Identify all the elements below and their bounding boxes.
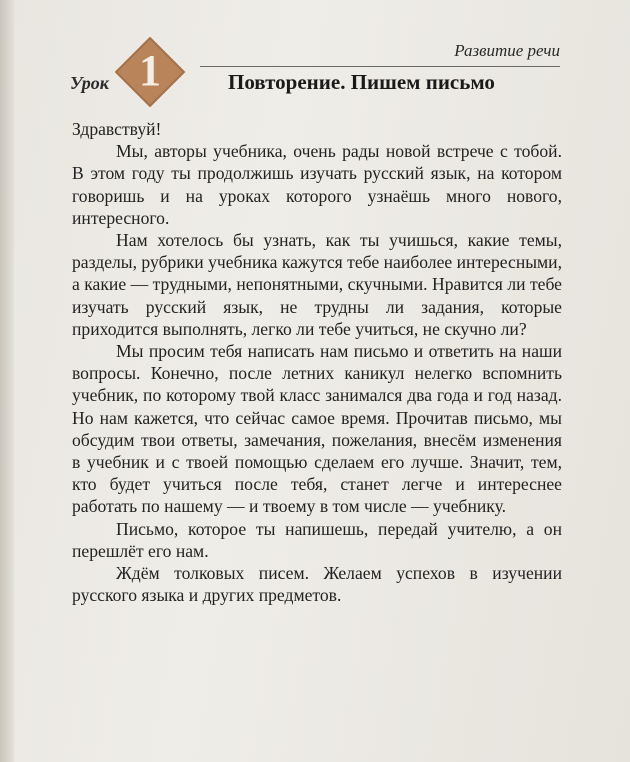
letter-paragraph: Мы, авторы учебника, очень рады новой встрече с тобой. В этом году ты продолжишь изучать русский язык, на котором говоришь и на уроках которого узнаёшь много нового, интересного. <box>72 141 562 228</box>
lesson-label: Урок <box>70 73 109 93</box>
letter-greeting: Здравствуй! <box>72 119 162 139</box>
section-title: Развитие речи <box>454 41 560 60</box>
page-edge <box>0 0 14 762</box>
letter-body <box>72 118 562 606</box>
letter-paragraph: Мы просим тебя написать нам письмо и ответить на наши вопросы. Конечно, после летних каникул нелегко вспомнить учебник, по которому твой класс занимался два года и год назад. Но нам кажется, что сейчас самое время. Прочитав письмо, мы обсудим твои ответы, замечания, пожелания, внесём изменения в учебник и с твоей помощью сделаем его лучше. Значит, тем, кто будет учиться после тебя, станет легче и интереснее работать по нашему — и твоему в том числе — учебнику. <box>72 341 562 517</box>
header-rule <box>200 66 560 67</box>
letter-paragraph: Нам хотелось бы узнать, как ты учишься, какие темы, разделы, рубрики учебника кажутся тебе наиболее интересными, а какие — трудными, непонятными, скучными. Нравится ли тебе изучать русский язык, не трудны ли задания, которые приходится выполнять, легко ли тебе учиться, не скучно ли? <box>72 230 562 339</box>
lesson-title: Повторение. Пишем письмо <box>228 70 495 94</box>
letter-paragraph: Ждём толковых писем. Желаем успехов в изучении русского языка и других предметов. <box>72 563 562 606</box>
letter-paragraph: Письмо, которое ты напишешь, передай учителю, а он перешлёт его нам. <box>72 518 562 561</box>
lesson-number: 1 <box>139 46 161 95</box>
